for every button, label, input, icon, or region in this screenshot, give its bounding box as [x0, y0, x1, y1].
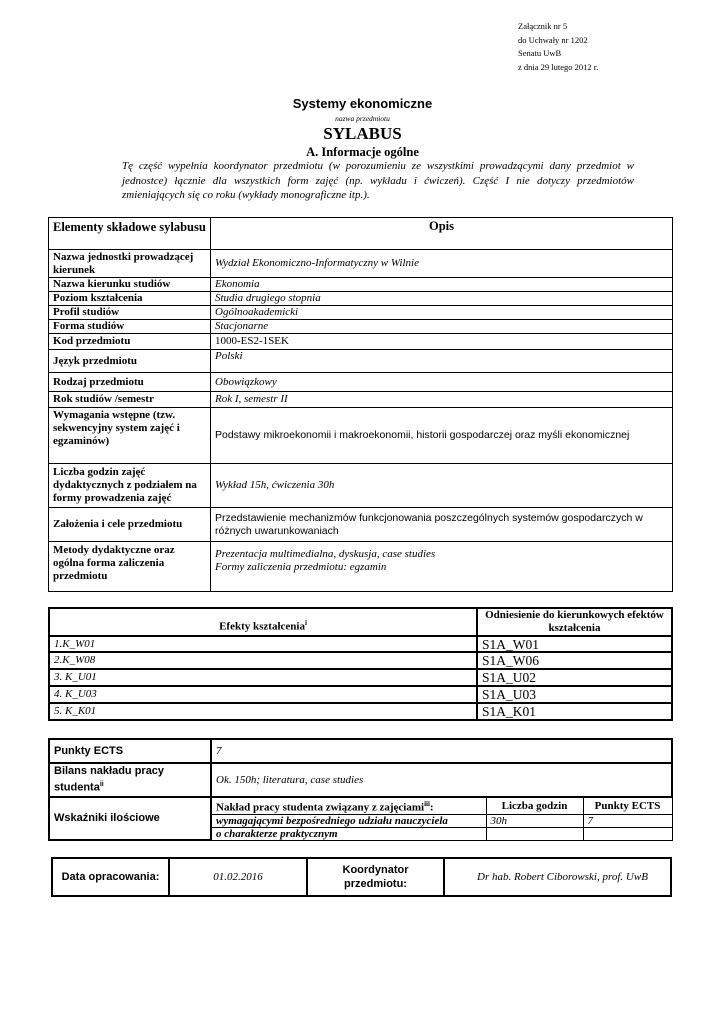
row-value: 1000-ES2-1SEK — [211, 334, 673, 350]
outcome-code: 3. K_U01 — [49, 669, 477, 686]
annex-line: z dnia 29 lutego 2012 r. — [518, 61, 599, 72]
row-label: Nazwa kierunku studiów — [49, 278, 211, 292]
outcome-reference: S1A_W06 — [477, 652, 672, 669]
row-value: Ekonomia — [211, 278, 673, 292]
subject-name-caption: nazwa przedmiotu — [335, 114, 390, 123]
header-description: Opis — [211, 218, 673, 250]
workload-value: Ok. 150h; literatura, case studies — [211, 763, 672, 797]
learning-outcomes-table — [48, 607, 673, 721]
row-label: Forma studiów — [49, 320, 211, 334]
row-label: Wymagania wstępne (tzw. sekwencyjny system zajęć i egzaminów) — [49, 408, 211, 464]
row-label: Poziom kształcenia — [49, 292, 211, 306]
footer-table — [51, 857, 672, 897]
workload-row-hours — [486, 827, 583, 840]
outcome-reference: S1A_W01 — [477, 636, 672, 652]
row-value: Polski — [211, 350, 673, 373]
header-reference: Odniesienie do kierunkowych efektów kształcenia — [477, 608, 672, 636]
row-value: Podstawy mikroekonomii i makroekonomii, historii gospodarczej oraz myśli ekonomicznej — [211, 408, 673, 464]
date-label: Data opracowania: — [52, 858, 169, 896]
row-value: Przedstawienie mechanizmów funkcjonowania poszczególnych systemów gospodarczych w różnych uwarunkowaniach — [211, 508, 673, 542]
row-label: Profil studiów — [49, 306, 211, 320]
row-label: Kod przedmiotu — [49, 334, 211, 350]
ects-table — [48, 738, 673, 841]
header-outcomes: Efekty kształcenia$^i$ — [49, 608, 477, 636]
outcome-code: 2.K_W08 — [49, 652, 477, 669]
footnote-marker: i — [304, 618, 307, 627]
document-title: SYLABUS — [323, 124, 402, 143]
outcome-reference: S1A_U02 — [477, 669, 672, 686]
ects-value: 7 — [211, 739, 672, 763]
value-line: Prezentacja multimedialna, dyskusja, case studies — [215, 548, 436, 560]
subject-name: Systemy ekonomiczne — [292, 96, 433, 111]
row-value: Obowiązkowy — [211, 373, 673, 392]
section-heading: A. Informacje ogólne — [306, 145, 419, 159]
annex-line: Senatu UwB — [518, 48, 562, 58]
row-value: Wykład 15h, ćwiczenia 30h — [211, 464, 673, 508]
row-label: Rok studiów /semestr — [49, 392, 211, 408]
date-value: 01.02.2016 — [169, 858, 307, 896]
workload-row-ects — [583, 827, 672, 840]
workload-row-ects: 7 — [583, 814, 672, 827]
outcome-code: 5. K_K01 — [49, 703, 477, 720]
col-workload: Nakład pracy studenta związany z zajęciami$^{iii}$: — [211, 797, 486, 814]
coordinator-value: Dr hab. Robert Ciborowski, prof. UwB — [444, 858, 671, 896]
row-value: Rok I, semestr II — [211, 392, 673, 408]
footnote-marker: iii — [424, 800, 430, 808]
value-line: Formy zaliczenia przedmiotu: egzamin — [215, 561, 387, 573]
row-label: Metody dydaktyczne oraz ogólna forma zaliczenia przedmiotu — [49, 542, 211, 592]
indicators-label: Wskaźniki ilościowe — [49, 797, 211, 840]
outcome-code: 1.K_W01 — [49, 636, 477, 652]
header-elements: Elementy składowe sylabusu — [49, 218, 211, 250]
row-label: Rodzaj przedmiotu — [49, 373, 211, 392]
outcome-reference: S1A_U03 — [477, 686, 672, 703]
ects-label: Punkty ECTS — [49, 739, 211, 763]
workload-row-label: o charakterze praktycznym — [211, 827, 486, 840]
row-value: Wydział Ekonomiczno-Informatyczny w Wilnie — [211, 250, 673, 278]
outcome-reference: S1A_K01 — [477, 703, 672, 720]
annex-note — [518, 20, 598, 74]
row-value: Studia drugiego stopnia — [211, 292, 673, 306]
workload-row-hours: 30h — [486, 814, 583, 827]
workload-row-label: wymagającymi bezpośredniego udziału nauczyciela — [211, 814, 486, 827]
outcome-code: 4. K_U03 — [49, 686, 477, 703]
row-value: Stacjonarne — [211, 320, 673, 334]
row-value — [211, 542, 673, 592]
row-label: Założenia i cele przedmiotu — [49, 508, 211, 542]
intro-paragraph: Tę część wypełnia koordynator przedmiotu (w porozumieniu ze wszystkimi prowadzącymi dany przedmiot w jednostce) łącznie dla wszystkich form zajęć (np. wykładu i ćwiczeń). Część I nie dotyczy przedmiotów zmieniających się co roku (wykłady monograficzne itp.). — [122, 160, 634, 201]
annex-line: do Uchwały nr 1202 — [518, 34, 588, 45]
row-label: Liczba godzin zajęć dydaktycznych z podziałem na formy prowadzenia zajęć — [49, 464, 211, 508]
workload-label: Bilans nakładu pracy studenta$^{ii}$ — [49, 763, 211, 797]
syllabus-elements-table — [48, 217, 673, 592]
footnote-marker: ii — [99, 781, 104, 789]
row-label: Język przedmiotu — [49, 350, 211, 373]
row-value: Ogólnoakademicki — [211, 306, 673, 320]
row-label: Nazwa jednostki prowadzącej kierunek — [49, 250, 211, 278]
col-ects: Punkty ECTS — [583, 797, 672, 814]
col-hours: Liczba godzin — [486, 797, 583, 814]
coordinator-label: Koordynator przedmiotu: — [307, 858, 444, 896]
annex-line: Załącznik nr 5 — [518, 21, 568, 31]
